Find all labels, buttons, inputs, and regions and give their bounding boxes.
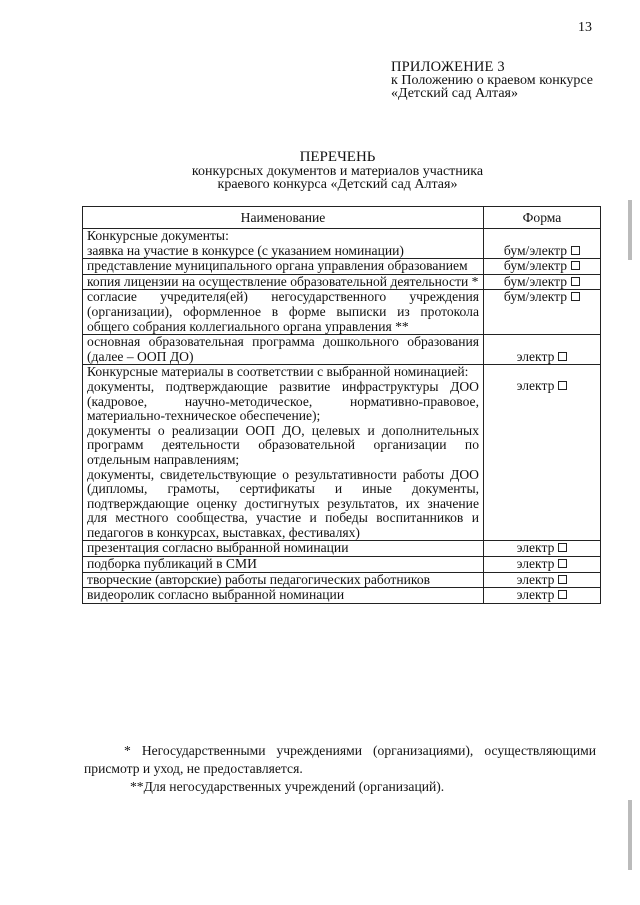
title-line-3: краевого конкурса «Детский сад Алтая» (217, 177, 458, 192)
row-form-cell (484, 229, 601, 259)
form-value: электр (516, 587, 555, 603)
row-form-cell (484, 290, 601, 335)
row-text: творческие (авторские) работы педагогических работников (87, 571, 431, 587)
row-name-cell (83, 557, 484, 573)
row-text: видеоролик согласно выбранной номинации (87, 587, 345, 603)
appendix-heading: ПРИЛОЖЕНИЕ 3 (391, 59, 505, 75)
table-row (83, 290, 601, 335)
row-form-cell (484, 335, 601, 365)
appendix-header (391, 61, 593, 100)
form-value: бум/электр (503, 273, 568, 289)
row-form-cell (484, 572, 601, 588)
footnote-2: **Для негосударственных учреждений (организаций). (130, 779, 445, 794)
document-title (80, 151, 595, 192)
row-name-cell (83, 274, 484, 290)
row-text: копия лицензии на осуществление образовательной деятельности * (87, 273, 479, 289)
checkbox-icon (571, 292, 580, 301)
checkbox-icon (558, 543, 567, 552)
scan-edge-mark (628, 200, 632, 260)
row-name-cell (83, 290, 484, 335)
table-header-row (83, 207, 601, 229)
checkbox-icon (571, 261, 580, 270)
documents-table (82, 206, 601, 604)
row-name-cell (83, 335, 484, 365)
table-row (83, 365, 601, 541)
form-value: электр (516, 556, 555, 572)
form-value: электр (516, 378, 555, 394)
row-text: основная образовательная программа дошкольного образования (далее – ООП ДО) (87, 334, 479, 364)
row-text: Конкурсные документы: (87, 228, 229, 243)
row-form-cell (484, 588, 601, 604)
table-row (83, 259, 601, 275)
table-row (83, 335, 601, 365)
row-form-cell (484, 557, 601, 573)
title-line-1: ПЕРЕЧЕНЬ (299, 149, 376, 165)
row-text: Конкурсные материалы в соответствии с выбранной номинацией: (87, 364, 469, 380)
row-name-cell (83, 229, 484, 259)
checkbox-icon (571, 246, 580, 255)
table-row (83, 229, 601, 259)
row-form-cell (484, 365, 601, 541)
table-row (83, 588, 601, 604)
table-row (83, 541, 601, 557)
checkbox-icon (558, 575, 567, 584)
table-row (83, 572, 601, 588)
footnotes (84, 742, 596, 796)
footnote-1: * Негосударственными учреждениями (организациями), осуществляющими присмотр и уход, не предоставляется. (84, 743, 596, 776)
row-text: представление муниципального органа управления образованием (87, 258, 468, 274)
row-form-cell (484, 541, 601, 557)
column-header-name: Наименование (83, 207, 484, 229)
row-text: документы, свидетельствующие о результативности работы ДОО (дипломы, грамоты, сертификаты и иные документы, подтверждающие оценку достигнутых результатов, их значение для местного сообщества, участие и победы воспитанников и педагогов в конкурсах, выставках, фестивалях) (87, 466, 479, 540)
checkbox-icon (558, 381, 567, 390)
checkbox-icon (571, 277, 580, 286)
row-name-cell (83, 541, 484, 557)
row-name-cell (83, 572, 484, 588)
row-text: презентация согласно выбранной номинации (87, 540, 349, 556)
title-line-2: конкурсных документов и материалов участника (191, 163, 484, 179)
checkbox-icon (558, 559, 567, 568)
row-text: документы, подтверждающие развитие инфраструктуры ДОО (кадровое, научно-методическое, нормативно-правовое, материально-техническое обеспечение); (87, 378, 479, 424)
appendix-subtitle: к Положению о краевом конкурсе «Детский сад Алтая» (391, 73, 593, 101)
column-header-form: Форма (484, 207, 601, 229)
form-value: бум/электр (503, 242, 568, 258)
row-name-cell (83, 259, 484, 275)
checkbox-icon (558, 590, 567, 599)
row-text: документы о реализации ООП ДО, целевых и дополнительных программ деятельности образовательной организации по отдельным направлениям; (87, 422, 479, 467)
form-value: бум/электр (503, 258, 568, 274)
form-value: бум/электр (503, 289, 568, 305)
form-value: электр (516, 540, 555, 556)
row-form-cell (484, 274, 601, 290)
checkbox-icon (558, 352, 567, 361)
page-number: 13 (578, 20, 592, 35)
form-value: электр (516, 348, 555, 364)
scan-edge-mark (628, 800, 632, 870)
row-text: заявка на участие в конкурсе (с указанием номинации) (87, 242, 404, 258)
row-name-cell (83, 365, 484, 541)
form-value: электр (516, 571, 555, 587)
row-form-cell (484, 259, 601, 275)
row-text: согласие учредителя(ей) негосударственного учреждения (организации), оформленное в форме выписки из протокола общего собрания коллегиального органа управления ** (87, 289, 479, 334)
row-text: подборка публикаций в СМИ (87, 556, 257, 572)
table-row (83, 557, 601, 573)
row-name-cell (83, 588, 484, 604)
table-row (83, 274, 601, 290)
